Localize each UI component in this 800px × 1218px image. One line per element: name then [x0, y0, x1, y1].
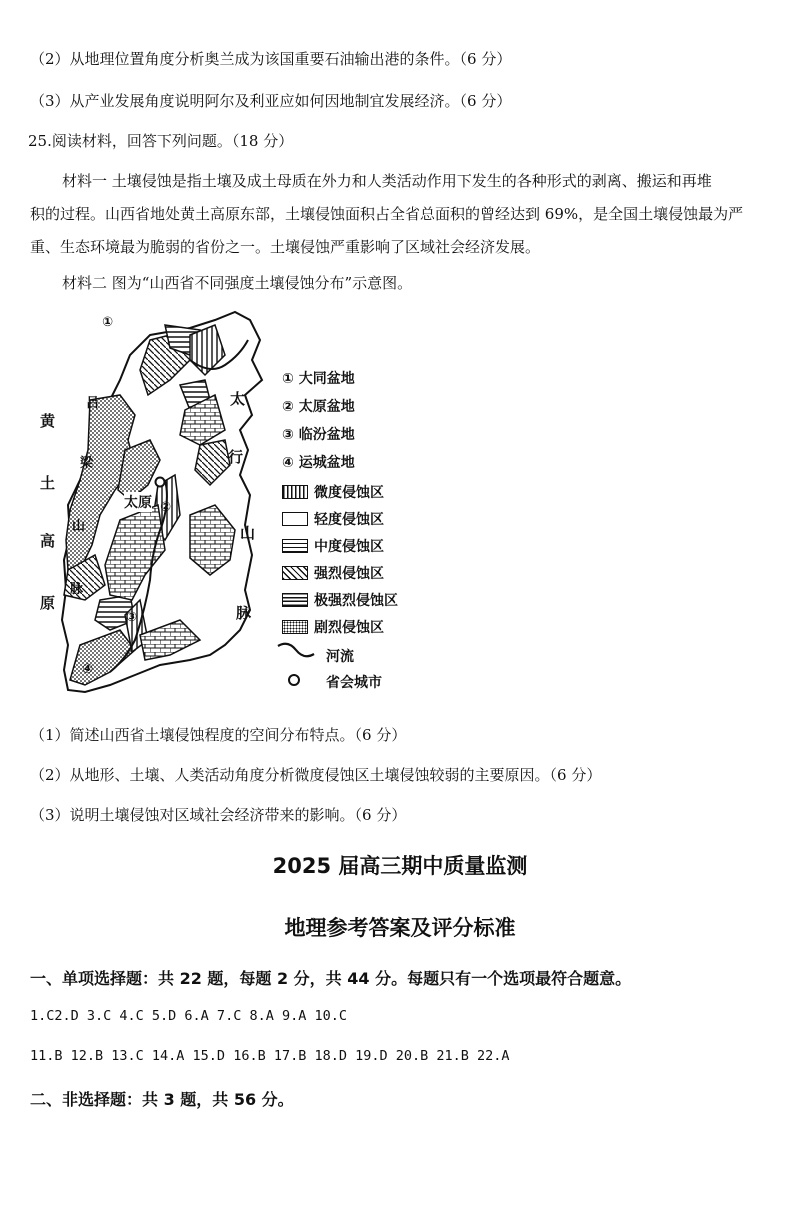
question-24-3: （3）从产业发展角度说明阿尔及利亚应如何因地制宜发展经济。（6 分）: [30, 92, 512, 110]
legend-basin-datong: ① 大同盆地: [282, 371, 355, 387]
material1-line3: 重、生态环境最为脆弱的省份之一。土壤侵蚀严重影响了区域社会经济发展。: [30, 238, 541, 256]
legend-swatch-river: [276, 640, 316, 662]
legend-basin-yuncheng: ④ 运城盆地: [282, 455, 355, 471]
map-label-lvliang-2: 梁: [80, 456, 94, 471]
question-25-header: 25.阅读材料，回答下列问题。（18 分）: [28, 132, 294, 150]
map-label-loess-3: 高: [40, 532, 56, 550]
question-24-2: （2）从地理位置角度分析奥兰成为该国重要石油输出港的条件。（6 分）: [30, 50, 512, 68]
legend-label-river: 河流: [326, 649, 354, 665]
legend-label-strong: 强烈侵蚀区: [314, 566, 384, 582]
legend-swatch-strong: [282, 566, 308, 580]
answers-row-1: 1.C2.D 3.C 4.C 5.D 6.A 7.C 8.A 9.A 10.C: [30, 1008, 347, 1024]
legend-label-severe: 剧烈侵蚀区: [314, 620, 384, 636]
map-basin-number-3: ③: [126, 610, 138, 625]
legend-label-micro: 微度侵蚀区: [314, 485, 384, 501]
question-25-3: （3）说明土壤侵蚀对区域社会经济带来的影响。（6 分）: [30, 806, 407, 824]
legend-swatch-light: [282, 512, 308, 526]
map-label-taiyuan: 太原: [124, 492, 152, 512]
shanxi-soil-erosion-map: [40, 300, 420, 710]
legend-label-very-strong: 极强烈侵蚀区: [314, 593, 398, 609]
map-label-lvliang-3: 山: [72, 519, 86, 534]
capital-city-marker: [156, 478, 165, 487]
map-label-loess-1: 黄: [40, 412, 56, 430]
legend-label-moderate: 中度侵蚀区: [314, 539, 384, 555]
legend-swatch-moderate: [282, 539, 308, 553]
map-label-loess-2: 土: [40, 474, 56, 492]
question-25-2: （2）从地形、土壤、人类活动角度分析微度侵蚀区土壤侵蚀较弱的主要原因。（6 分）: [30, 766, 602, 784]
answers-row-2: 11.B 12.B 13.C 14.A 15.D 16.B 17.B 18.D 19.D 20.B 21.B 22.A: [30, 1048, 510, 1064]
legend-swatch-capital: [286, 672, 302, 688]
answer-title-exam: 2025 届高三期中质量监测: [272, 854, 528, 878]
question-25-1: （1）简述山西省土壤侵蚀程度的空间分布特点。（6 分）: [30, 726, 407, 744]
legend-label-capital: 省会城市: [326, 675, 382, 691]
legend-label-light: 轻度侵蚀区: [314, 512, 384, 528]
legend-swatch-micro: [282, 485, 308, 499]
legend-basin-linfen: ③ 临汾盆地: [282, 427, 355, 443]
map-label-taihang-2: 行: [228, 448, 244, 466]
section-single-choice: 一、单项选择题：共 22 题，每题 2 分，共 44 分。每题只有一个选项最符合题意。: [30, 969, 632, 988]
map-label-lvliang-4: 脉: [70, 582, 84, 597]
material1-line1: 材料一 土壤侵蚀是指土壤及成土母质在外力和人类活动作用下发生的各种形式的剥离、搬运和再堆: [62, 172, 712, 190]
map-label-taihang-3: 山: [240, 524, 256, 542]
map-basin-number-4: ④: [82, 662, 94, 677]
material1-line2: 积的过程。山西省地处黄土高原东部，土壤侵蚀面积占全省总面积的曾经达到 69%，是全国土壤侵蚀最为严: [30, 205, 744, 223]
answer-title-key: 地理参考答案及评分标准: [284, 916, 516, 940]
material2: 材料二 图为“山西省不同强度土壤侵蚀分布”示意图。: [62, 274, 413, 292]
legend-swatch-very-strong: [282, 593, 308, 607]
legend-swatch-severe: [282, 620, 308, 634]
map-label-taihang-4: 脉: [236, 604, 252, 622]
section-non-choice: 二、非选择题：共 3 题，共 56 分。: [30, 1090, 294, 1109]
map-label-loess-4: 原: [40, 594, 56, 612]
map-label-taihang-1: 太: [230, 390, 246, 408]
map-basin-number-1: ①: [102, 315, 114, 330]
map-graphic: [40, 300, 420, 710]
map-basin-number-2: ②: [160, 500, 172, 515]
map-label-lvliang-1: 吕: [86, 396, 100, 411]
legend-basin-taiyuan: ② 太原盆地: [282, 399, 355, 415]
